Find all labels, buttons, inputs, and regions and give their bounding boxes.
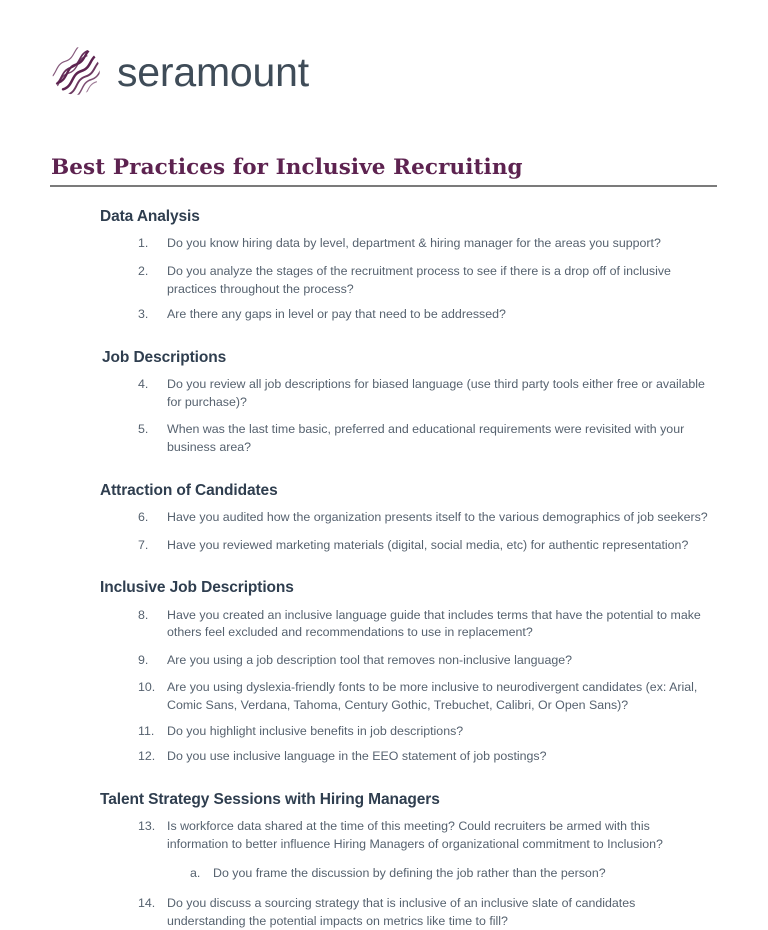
list-item-text: Do you use inclusive language in the EEO statement of job postings?	[167, 749, 547, 764]
section	[0, 578, 768, 766]
list-item-text: Have you reviewed marketing materials (digital, social media, etc) for authentic representation?	[167, 537, 689, 552]
section	[0, 481, 768, 555]
list-item-text: Have you audited how the organization presents itself to the various demographics of job seekers?	[167, 510, 708, 524]
checklist	[0, 509, 768, 554]
checklist-item	[0, 306, 768, 324]
list-marker: 12.	[138, 749, 156, 764]
checklist	[0, 818, 768, 930]
title-divider	[50, 185, 717, 187]
list-marker: 14.	[138, 896, 156, 911]
checklist-item	[0, 895, 768, 930]
list-marker: 4.	[138, 377, 149, 392]
checklist-item	[0, 679, 768, 714]
list-item-text: Are you using dyslexia-friendly fonts to be more inclusive to neurodivergent candidates (ex: Arial, Comic Sans, Verdana, Tahoma, Century Gothic, Trebuchet, Calibri, Or Open Sans)?	[167, 680, 698, 713]
checklist-item	[0, 421, 768, 456]
list-marker: 3.	[138, 307, 149, 322]
checklist-item	[0, 509, 768, 527]
section-heading: Attraction of Candidates	[100, 481, 278, 499]
list-item-text: When was the last time basic, preferred and educational requirements were revisited with your business area?	[167, 422, 685, 455]
section-heading: Data Analysis	[100, 208, 200, 225]
section-heading: Talent Strategy Sessions with Hiring Managers	[100, 790, 440, 808]
list-marker: 1.	[138, 236, 149, 251]
list-item-text: Is workforce data shared at the time of this meeting? Could recruiters be armed with this information to better influence Hiring Managers of organizational commitment to Inclusion?	[167, 819, 663, 851]
list-marker: 10.	[138, 680, 156, 695]
list-marker: 6.	[138, 510, 149, 524]
section	[0, 348, 768, 457]
list-marker: 11.	[138, 723, 155, 738]
checklist-item	[0, 376, 768, 411]
checklist-item	[0, 818, 768, 853]
section	[0, 207, 768, 324]
list-item-text: Do you highlight inclusive benefits in job descriptions?	[167, 723, 464, 738]
list-marker: 5.	[138, 422, 149, 437]
list-item-text: Do you know hiring data by level, department & hiring manager for the areas you support?	[167, 236, 661, 251]
page-title: Best Practices for Inclusive Recruiting	[51, 155, 523, 180]
list-item-text: Are you using a job description tool that removes non-inclusive language?	[167, 652, 573, 667]
list-item-text: Do you analyze the stages of the recruitment process to see if there is a drop off of inclusive practices throughout the process?	[167, 263, 671, 296]
list-item-text: Do you discuss a sourcing strategy that is inclusive of an inclusive slate of candidates understanding the potential impacts on metrics like time to fill?	[167, 896, 636, 928]
list-marker: 13.	[138, 819, 156, 834]
list-item-text: Do you frame the discussion by defining the job rather than the person?	[213, 866, 606, 881]
section-heading: Job Descriptions	[102, 348, 227, 366]
brand-wordmark: seramount	[117, 48, 309, 95]
checklist-item	[0, 263, 768, 298]
checklist-item	[0, 748, 768, 766]
section-heading: Inclusive Job Descriptions	[100, 579, 294, 597]
list-item-text: Are there any gaps in level or pay that need to be addressed?	[167, 307, 506, 322]
list-item-text: Do you review all job descriptions for biased language (use third party tools either free or available for purchase)?	[167, 377, 705, 409]
checklist-item	[0, 652, 768, 670]
seramount-swirl-logo-icon	[49, 44, 103, 98]
list-item-text: Have you created an inclusive language guide that includes terms that have the potential to make others feel excluded and recommendations to use in replacement?	[167, 607, 701, 640]
checklist-item	[0, 607, 768, 642]
checklist	[0, 235, 768, 323]
list-marker: a.	[190, 866, 201, 881]
checklist	[0, 376, 768, 456]
checklist-item	[0, 723, 768, 741]
section	[0, 790, 768, 930]
checklist-item	[0, 235, 768, 253]
checklist-item	[0, 537, 768, 555]
list-marker: 9.	[138, 652, 149, 667]
checklist-subitem	[0, 865, 768, 883]
checklist	[0, 607, 768, 766]
document-body	[0, 207, 768, 930]
list-marker: 2.	[138, 263, 149, 278]
brand-logo	[49, 44, 309, 98]
list-marker: 7.	[138, 537, 149, 552]
list-marker: 8.	[138, 607, 149, 622]
